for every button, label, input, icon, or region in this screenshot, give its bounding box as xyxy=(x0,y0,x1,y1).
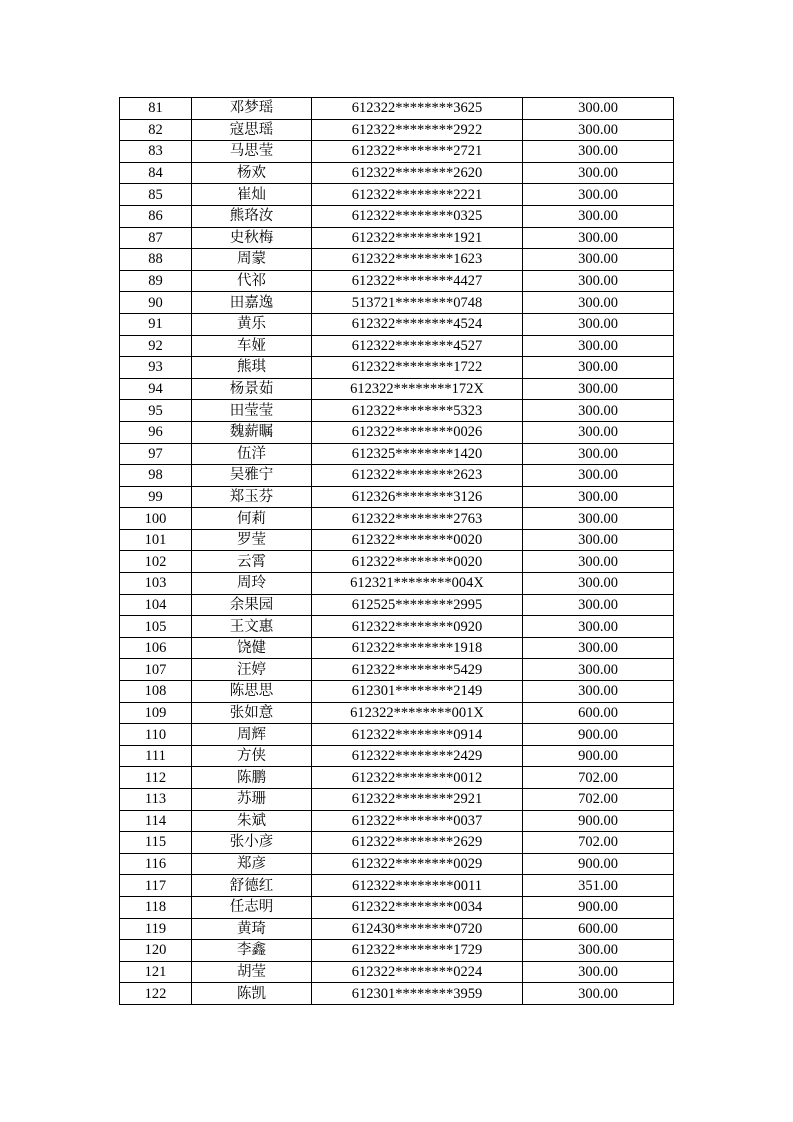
table-row xyxy=(120,702,674,724)
name-cell: 王文惠 xyxy=(192,616,312,638)
table-row xyxy=(120,270,674,292)
amount-cell: 900.00 xyxy=(523,853,674,875)
row-number-cell: 97 xyxy=(120,443,192,465)
name-cell: 田莹莹 xyxy=(192,400,312,422)
id-number-cell: 612322********4527 xyxy=(312,335,523,357)
row-number-cell: 108 xyxy=(120,681,192,703)
amount-cell: 300.00 xyxy=(523,551,674,573)
row-number-cell: 118 xyxy=(120,896,192,918)
amount-cell: 300.00 xyxy=(523,162,674,184)
name-cell: 寇思瑶 xyxy=(192,119,312,141)
table-row xyxy=(120,659,674,681)
id-number-cell: 612322********1722 xyxy=(312,357,523,379)
id-number-cell: 612322********0012 xyxy=(312,767,523,789)
row-number-cell: 89 xyxy=(120,270,192,292)
id-number-cell: 612322********2429 xyxy=(312,745,523,767)
name-cell: 邓梦瑶 xyxy=(192,98,312,120)
table-row xyxy=(120,249,674,271)
id-number-cell: 612322********0020 xyxy=(312,529,523,551)
name-cell: 苏珊 xyxy=(192,789,312,811)
amount-cell: 702.00 xyxy=(523,832,674,854)
name-cell: 云霄 xyxy=(192,551,312,573)
name-cell: 杨景茹 xyxy=(192,378,312,400)
amount-cell: 900.00 xyxy=(523,896,674,918)
table-row xyxy=(120,853,674,875)
id-number-cell: 612322********2629 xyxy=(312,832,523,854)
table-row xyxy=(120,292,674,314)
id-number-cell: 612322********0011 xyxy=(312,875,523,897)
name-cell: 熊琪 xyxy=(192,357,312,379)
amount-cell: 300.00 xyxy=(523,508,674,530)
amount-cell: 300.00 xyxy=(523,292,674,314)
table-row xyxy=(120,184,674,206)
name-cell: 马思莹 xyxy=(192,141,312,163)
table-row xyxy=(120,313,674,335)
amount-cell: 300.00 xyxy=(523,421,674,443)
row-number-cell: 98 xyxy=(120,465,192,487)
amount-cell: 300.00 xyxy=(523,205,674,227)
id-number-cell: 612322********0026 xyxy=(312,421,523,443)
row-number-cell: 119 xyxy=(120,918,192,940)
row-number-cell: 113 xyxy=(120,789,192,811)
table-row xyxy=(120,961,674,983)
table-row xyxy=(120,357,674,379)
id-number-cell: 612322********0020 xyxy=(312,551,523,573)
id-number-cell: 612322********0029 xyxy=(312,853,523,875)
name-cell: 周蒙 xyxy=(192,249,312,271)
name-cell: 田嘉逸 xyxy=(192,292,312,314)
roster-table-body xyxy=(120,98,674,1005)
id-number-cell: 612322********4427 xyxy=(312,270,523,292)
amount-cell: 300.00 xyxy=(523,486,674,508)
row-number-cell: 85 xyxy=(120,184,192,206)
table-row xyxy=(120,573,674,595)
id-number-cell: 612322********001X xyxy=(312,702,523,724)
id-number-cell: 612322********2623 xyxy=(312,465,523,487)
name-cell: 余果园 xyxy=(192,594,312,616)
row-number-cell: 100 xyxy=(120,508,192,530)
table-row xyxy=(120,637,674,659)
id-number-cell: 612322********172X xyxy=(312,378,523,400)
row-number-cell: 86 xyxy=(120,205,192,227)
amount-cell: 300.00 xyxy=(523,573,674,595)
id-number-cell: 612322********1918 xyxy=(312,637,523,659)
name-cell: 陈思思 xyxy=(192,681,312,703)
amount-cell: 300.00 xyxy=(523,184,674,206)
id-number-cell: 612322********5323 xyxy=(312,400,523,422)
name-cell: 周玲 xyxy=(192,573,312,595)
amount-cell: 300.00 xyxy=(523,983,674,1005)
row-number-cell: 84 xyxy=(120,162,192,184)
row-number-cell: 112 xyxy=(120,767,192,789)
name-cell: 胡莹 xyxy=(192,961,312,983)
amount-cell: 300.00 xyxy=(523,594,674,616)
name-cell: 张小彦 xyxy=(192,832,312,854)
table-row xyxy=(120,529,674,551)
table-row xyxy=(120,875,674,897)
id-number-cell: 612322********1729 xyxy=(312,940,523,962)
name-cell: 魏薪瞩 xyxy=(192,421,312,443)
row-number-cell: 111 xyxy=(120,745,192,767)
amount-cell: 600.00 xyxy=(523,702,674,724)
amount-cell: 300.00 xyxy=(523,637,674,659)
amount-cell: 300.00 xyxy=(523,141,674,163)
amount-cell: 300.00 xyxy=(523,119,674,141)
roster-sheet xyxy=(119,97,673,1005)
name-cell: 何莉 xyxy=(192,508,312,530)
row-number-cell: 121 xyxy=(120,961,192,983)
table-row xyxy=(120,983,674,1005)
table-row xyxy=(120,789,674,811)
table-row xyxy=(120,443,674,465)
name-cell: 杨欢 xyxy=(192,162,312,184)
row-number-cell: 92 xyxy=(120,335,192,357)
id-number-cell: 612525********2995 xyxy=(312,594,523,616)
table-row xyxy=(120,896,674,918)
amount-cell: 300.00 xyxy=(523,940,674,962)
table-row xyxy=(120,551,674,573)
table-row xyxy=(120,832,674,854)
amount-cell: 300.00 xyxy=(523,465,674,487)
row-number-cell: 83 xyxy=(120,141,192,163)
name-cell: 舒德红 xyxy=(192,875,312,897)
amount-cell: 900.00 xyxy=(523,724,674,746)
amount-cell: 600.00 xyxy=(523,918,674,940)
row-number-cell: 88 xyxy=(120,249,192,271)
name-cell: 方侠 xyxy=(192,745,312,767)
row-number-cell: 116 xyxy=(120,853,192,875)
amount-cell: 300.00 xyxy=(523,335,674,357)
id-number-cell: 612322********0325 xyxy=(312,205,523,227)
id-number-cell: 612322********4524 xyxy=(312,313,523,335)
table-row xyxy=(120,378,674,400)
amount-cell: 300.00 xyxy=(523,659,674,681)
id-number-cell: 612322********0037 xyxy=(312,810,523,832)
table-row xyxy=(120,119,674,141)
row-number-cell: 105 xyxy=(120,616,192,638)
id-number-cell: 612322********2221 xyxy=(312,184,523,206)
id-number-cell: 612430********0720 xyxy=(312,918,523,940)
name-cell: 黄琦 xyxy=(192,918,312,940)
amount-cell: 300.00 xyxy=(523,98,674,120)
id-number-cell: 612322********0224 xyxy=(312,961,523,983)
row-number-cell: 91 xyxy=(120,313,192,335)
amount-cell: 351.00 xyxy=(523,875,674,897)
id-number-cell: 612322********0920 xyxy=(312,616,523,638)
table-row xyxy=(120,594,674,616)
name-cell: 罗莹 xyxy=(192,529,312,551)
table-row xyxy=(120,465,674,487)
id-number-cell: 612322********2763 xyxy=(312,508,523,530)
table-row xyxy=(120,767,674,789)
id-number-cell: 612322********2921 xyxy=(312,789,523,811)
amount-cell: 300.00 xyxy=(523,443,674,465)
amount-cell: 300.00 xyxy=(523,357,674,379)
name-cell: 史秋梅 xyxy=(192,227,312,249)
id-number-cell: 612322********2620 xyxy=(312,162,523,184)
name-cell: 李鑫 xyxy=(192,940,312,962)
amount-cell: 300.00 xyxy=(523,529,674,551)
name-cell: 张如意 xyxy=(192,702,312,724)
id-number-cell: 612326********3126 xyxy=(312,486,523,508)
row-number-cell: 114 xyxy=(120,810,192,832)
row-number-cell: 93 xyxy=(120,357,192,379)
table-row xyxy=(120,421,674,443)
name-cell: 郑彦 xyxy=(192,853,312,875)
name-cell: 任志明 xyxy=(192,896,312,918)
table-row xyxy=(120,227,674,249)
name-cell: 崔灿 xyxy=(192,184,312,206)
amount-cell: 900.00 xyxy=(523,810,674,832)
table-row xyxy=(120,918,674,940)
id-number-cell: 513721********0748 xyxy=(312,292,523,314)
row-number-cell: 115 xyxy=(120,832,192,854)
roster-table xyxy=(119,97,674,1005)
name-cell: 汪婷 xyxy=(192,659,312,681)
id-number-cell: 612322********2922 xyxy=(312,119,523,141)
row-number-cell: 96 xyxy=(120,421,192,443)
row-number-cell: 122 xyxy=(120,983,192,1005)
row-number-cell: 107 xyxy=(120,659,192,681)
row-number-cell: 90 xyxy=(120,292,192,314)
table-row xyxy=(120,940,674,962)
row-number-cell: 106 xyxy=(120,637,192,659)
row-number-cell: 109 xyxy=(120,702,192,724)
name-cell: 熊珞汝 xyxy=(192,205,312,227)
name-cell: 周辉 xyxy=(192,724,312,746)
id-number-cell: 612322********1623 xyxy=(312,249,523,271)
row-number-cell: 87 xyxy=(120,227,192,249)
row-number-cell: 102 xyxy=(120,551,192,573)
table-row xyxy=(120,400,674,422)
name-cell: 朱斌 xyxy=(192,810,312,832)
amount-cell: 900.00 xyxy=(523,745,674,767)
row-number-cell: 110 xyxy=(120,724,192,746)
name-cell: 陈鹏 xyxy=(192,767,312,789)
table-row xyxy=(120,98,674,120)
amount-cell: 300.00 xyxy=(523,313,674,335)
table-row xyxy=(120,724,674,746)
row-number-cell: 94 xyxy=(120,378,192,400)
id-number-cell: 612321********004X xyxy=(312,573,523,595)
name-cell: 车娅 xyxy=(192,335,312,357)
amount-cell: 300.00 xyxy=(523,249,674,271)
id-number-cell: 612325********1420 xyxy=(312,443,523,465)
table-row xyxy=(120,616,674,638)
table-row xyxy=(120,162,674,184)
row-number-cell: 82 xyxy=(120,119,192,141)
id-number-cell: 612322********2721 xyxy=(312,141,523,163)
table-row xyxy=(120,745,674,767)
amount-cell: 300.00 xyxy=(523,270,674,292)
row-number-cell: 120 xyxy=(120,940,192,962)
name-cell: 吴雅宁 xyxy=(192,465,312,487)
row-number-cell: 81 xyxy=(120,98,192,120)
amount-cell: 300.00 xyxy=(523,616,674,638)
amount-cell: 300.00 xyxy=(523,378,674,400)
amount-cell: 702.00 xyxy=(523,767,674,789)
id-number-cell: 612322********0914 xyxy=(312,724,523,746)
name-cell: 陈凯 xyxy=(192,983,312,1005)
amount-cell: 300.00 xyxy=(523,227,674,249)
table-row xyxy=(120,141,674,163)
name-cell: 伍洋 xyxy=(192,443,312,465)
table-row xyxy=(120,335,674,357)
id-number-cell: 612301********2149 xyxy=(312,681,523,703)
name-cell: 黄乐 xyxy=(192,313,312,335)
amount-cell: 702.00 xyxy=(523,789,674,811)
amount-cell: 300.00 xyxy=(523,681,674,703)
table-row xyxy=(120,486,674,508)
row-number-cell: 95 xyxy=(120,400,192,422)
id-number-cell: 612322********3625 xyxy=(312,98,523,120)
table-row xyxy=(120,205,674,227)
amount-cell: 300.00 xyxy=(523,961,674,983)
id-number-cell: 612322********0034 xyxy=(312,896,523,918)
table-row xyxy=(120,508,674,530)
id-number-cell: 612322********1921 xyxy=(312,227,523,249)
name-cell: 郑玉芬 xyxy=(192,486,312,508)
row-number-cell: 104 xyxy=(120,594,192,616)
row-number-cell: 117 xyxy=(120,875,192,897)
table-row xyxy=(120,681,674,703)
table-row xyxy=(120,810,674,832)
name-cell: 代祁 xyxy=(192,270,312,292)
id-number-cell: 612301********3959 xyxy=(312,983,523,1005)
row-number-cell: 101 xyxy=(120,529,192,551)
row-number-cell: 103 xyxy=(120,573,192,595)
row-number-cell: 99 xyxy=(120,486,192,508)
amount-cell: 300.00 xyxy=(523,400,674,422)
name-cell: 饶健 xyxy=(192,637,312,659)
id-number-cell: 612322********5429 xyxy=(312,659,523,681)
